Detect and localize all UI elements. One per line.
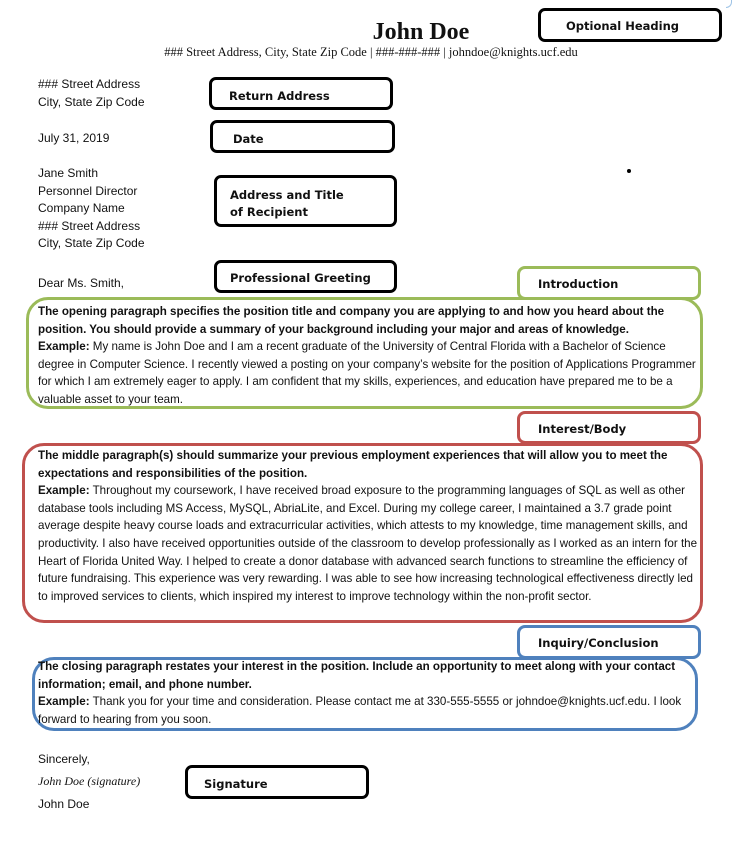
date-label-text: Date <box>233 132 264 146</box>
recipient-label <box>214 175 397 227</box>
return-address <box>38 76 145 111</box>
recipient-line: Jane Smith <box>38 166 99 180</box>
optional-heading-label <box>538 8 722 42</box>
valediction: Sincerely, <box>38 752 90 766</box>
signature-text: John Doe (signature) <box>38 774 141 788</box>
date-label <box>210 120 395 153</box>
page-corner-mark <box>726 0 732 8</box>
return-address-line: City, State Zip Code <box>38 94 145 109</box>
greeting-label-text: Professional Greeting <box>230 271 371 285</box>
conclusion-example: Thank you for your time and consideration. Please contact me at 330-555-5555 or johndoe@knights.ucf.edu. I look forward to hearing from you soon. <box>38 695 682 726</box>
recipient-address <box>38 165 145 253</box>
body-example: Throughout my coursework, I have received broad exposure to the programming languages of SQL as well as other database tools including MS Access, MySQL, AbriaLite, and Excel. During my college career, I maintained a 3.7 grade point average despite heavy course loads and extracurricular activities, which attests to my knowledge, time management skills, and productivity. I also have received opportunities outside of the classroom to develop professionally as I worked as an intern for the Heart of Florida United Way. I helped to create a donor database with advanced search functions to streamline the efficiency of future fundraising. This experience was very rewarding. I was able to see how increasing technological effectiveness directly led to improved services to clients, which inspired my interest to improve technology within the non-profit sector. <box>38 484 698 603</box>
body-example-label: Example: <box>38 484 90 498</box>
stray-dot <box>627 169 631 173</box>
recipient-line: ### Street Address <box>38 218 141 233</box>
recipient-label-text <box>230 187 344 221</box>
introduction-tab <box>517 266 701 300</box>
signature-label <box>185 765 369 799</box>
conclusion-tab-text: Inquiry/Conclusion <box>538 636 659 650</box>
introduction-instruction: The opening paragraph specifies the position title and company you are applying to and how you heard about the position. You should provide a summary of your background including your major and areas of knowledge. <box>38 305 665 336</box>
conclusion-example-label: Example: <box>38 695 90 709</box>
introduction-example-label: Example: <box>38 340 90 354</box>
conclusion-tab <box>517 625 701 659</box>
body-tab <box>517 411 701 444</box>
optional-heading-label-text: Optional Heading <box>566 19 680 33</box>
recipient-label-line: Address and Title <box>230 188 344 202</box>
introduction-example: My name is John Doe and I am a recent graduate of the University of Central Florida with a Bachelor of Science degree in Computer Science. I recently viewed a posting on your company’s website for the position of Applications Programmer for which I am extremely eager to apply. I am confident that my skills, experiences, and education have prepared me to be a valuable asset to your team. <box>38 340 696 406</box>
contact-line: ### Street Address, City, State Zip Code | ###-###-### | johndoe@knights.ucf.edu <box>164 45 578 59</box>
recipient-label-line: of Recipient <box>230 205 308 219</box>
recipient-line: City, State Zip Code <box>38 236 145 251</box>
body-tab-text: Interest/Body <box>538 422 627 436</box>
letter-date: July 31, 2019 <box>38 131 110 145</box>
signature-label-text: Signature <box>204 777 268 791</box>
introduction-paragraph <box>38 303 703 409</box>
printed-name: John Doe <box>38 797 90 811</box>
return-address-label <box>209 77 393 110</box>
body-paragraph <box>38 447 698 605</box>
conclusion-paragraph <box>38 658 693 728</box>
recipient-line: Personnel Director <box>38 183 138 198</box>
introduction-tab-text: Introduction <box>538 277 619 291</box>
return-address-line: ### Street Address <box>38 77 141 91</box>
return-address-label-text: Return Address <box>229 89 330 103</box>
greeting: Dear Ms. Smith, <box>38 276 125 290</box>
greeting-label <box>214 260 397 293</box>
conclusion-instruction: The closing paragraph restates your interest in the position. Include an opportunity to meet along with your contact information; email, and phone number. <box>38 660 676 691</box>
recipient-line: Company Name <box>38 201 125 216</box>
body-instruction: The middle paragraph(s) should summarize your previous employment experiences that will allow you to meet the expectations and responsibilities of the position. <box>38 449 668 480</box>
applicant-name: John Doe <box>372 19 470 45</box>
